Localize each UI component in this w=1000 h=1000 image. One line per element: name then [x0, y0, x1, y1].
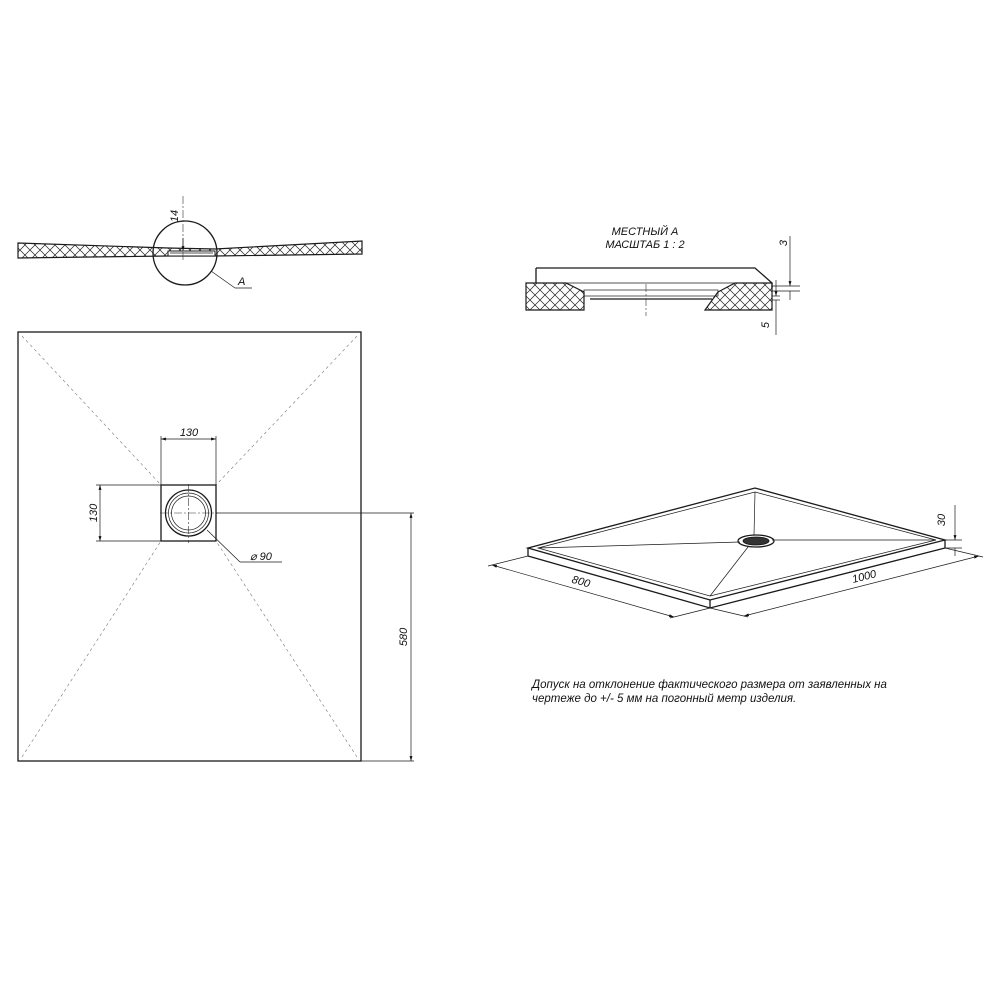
dim-label-3: 3: [778, 239, 790, 247]
dim-label-drain-width: 130: [179, 427, 199, 439]
dim-label-580: 580: [398, 627, 410, 647]
isometric-view: [488, 488, 983, 618]
detail-leader: [211, 271, 235, 288]
dim-label-drain-height: 130: [88, 503, 100, 523]
tolerance-note: [530, 679, 887, 705]
section-drain-slot: [168, 251, 215, 256]
iso-top-surface: [528, 488, 945, 600]
dim-label-1000: 1000: [850, 568, 878, 586]
dim-label-diameter: ⌀ 90: [250, 551, 272, 563]
dim-label-5: 5: [760, 321, 772, 329]
detail-hatch-right: [705, 283, 772, 310]
note-line-2: чертеже до +/- 5 мм на погонный метр изделия.: [532, 693, 797, 705]
tray-outline: [18, 332, 361, 761]
detail-title-line2: МАСШТАБ 1 : 2: [605, 239, 685, 251]
detail-callout-label: A: [238, 276, 246, 288]
detail-title-line1: МЕСТНЫЙ А: [611, 226, 679, 238]
note-line-1: Допуск на отклонение фактического размера от заявленных на: [532, 679, 887, 691]
dim-label-30: 30: [936, 513, 948, 527]
cross-section-view: [18, 196, 362, 288]
dim-label-800: 800: [570, 573, 592, 591]
detail-a-view: [526, 225, 800, 335]
plan-view: [18, 332, 414, 761]
dim-label-14: 14: [169, 209, 181, 223]
detail-hatch-left: [526, 283, 584, 310]
